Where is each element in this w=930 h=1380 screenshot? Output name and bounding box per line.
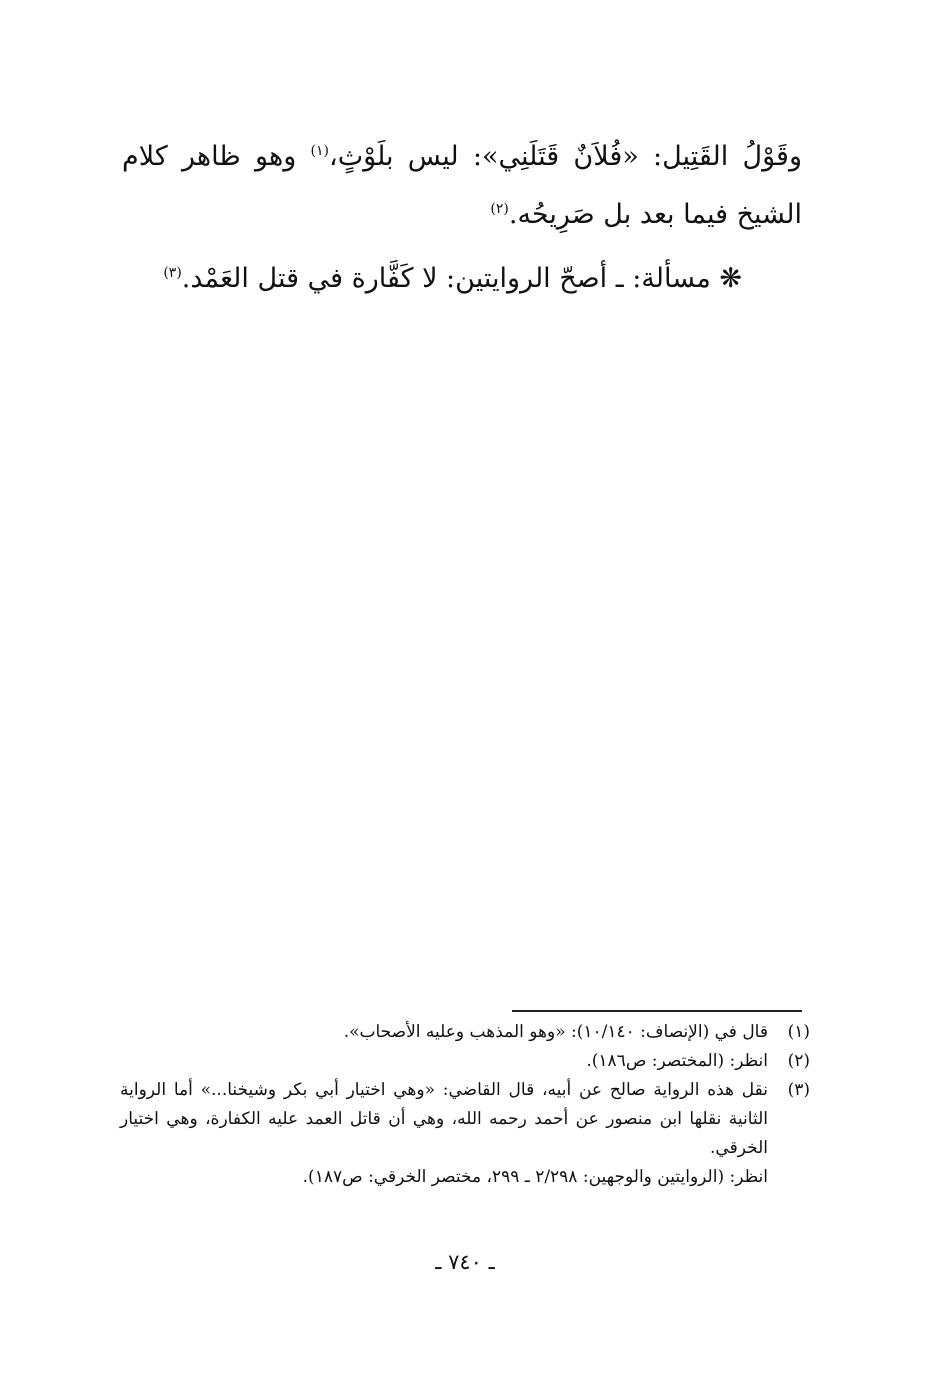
footnotes <box>120 1018 810 1192</box>
footnote-body <box>120 1076 768 1192</box>
statement-text: وقَوْلُ القَتِيل: «فُلاَنٌ قَتَلَنِي»: ليس بلَوْثٍ، <box>329 141 802 172</box>
footnote-number: (٣) <box>787 1080 810 1100</box>
footnote-ref-2[interactable]: (٢) <box>490 201 509 217</box>
main-text <box>122 128 802 308</box>
statement-text-continued: وهو ظاهر كلام الشيخ فيما بعد بل صَرِيحُه. <box>122 141 802 230</box>
paragraph-statement <box>122 128 802 244</box>
issue-text: مسألة: ـ أصحّ الروايتين: لا كَفَّارة في قتل العَمْد. <box>181 263 711 294</box>
footnote-body <box>120 1018 768 1047</box>
footnote-number: (٢) <box>787 1051 810 1071</box>
footnote-number: (١) <box>787 1022 810 1042</box>
footnote-line: نقل هذه الرواية صالح عن أبيه، قال القاضي: «وهي اختيار أبي بكر وشيخنا...» أما الرواية الثانية نقلها ابن منصور عن أحمد رحمه الله، وهي أن قاتل العمد عليه الكفارة، وهي اختيار الخرقي. <box>120 1080 768 1158</box>
footnote-3 <box>120 1076 810 1192</box>
footnote-line: انظر: (الروايتين والوجهين: ٢/٢٩٨ ـ ٢٩٩، مختصر الخرقي: ص١٨٧). <box>302 1167 768 1187</box>
page-number: ـ ٧٤٠ ـ <box>435 1250 495 1274</box>
footnote-body <box>120 1047 768 1076</box>
footnote-1 <box>120 1018 810 1047</box>
footnote-ref-3[interactable]: (٣) <box>163 265 182 281</box>
footnote-line: قال في (الإنصاف: ١٠/١٤٠): «وهو المذهب وعليه الأصحاب». <box>343 1022 768 1042</box>
footnote-ref-1[interactable]: (١) <box>310 143 330 159</box>
paragraph-issue <box>122 250 802 308</box>
asterisk-icon: ❋ <box>719 263 742 294</box>
footnote-2 <box>120 1047 810 1076</box>
footnote-line: انظر: (المختصر: ص١٨٦). <box>586 1051 768 1071</box>
footnote-separator <box>512 1010 802 1012</box>
